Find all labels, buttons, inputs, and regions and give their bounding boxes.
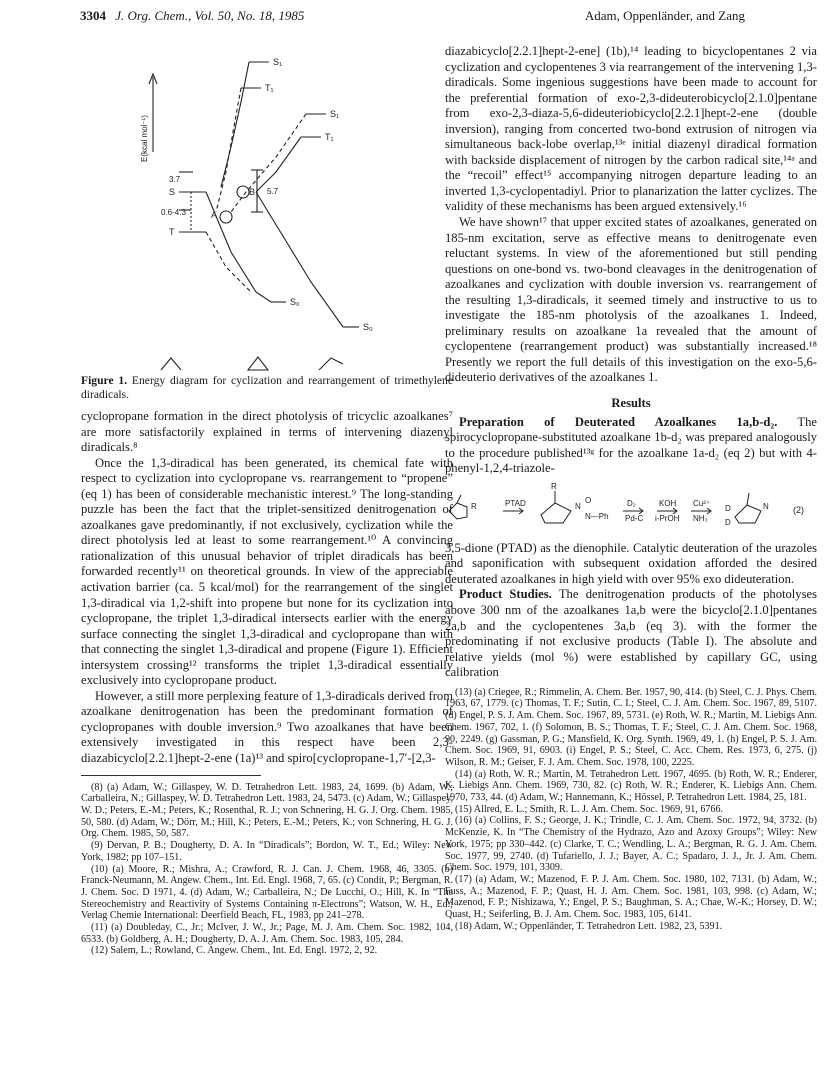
product-ring — [735, 505, 761, 523]
value-57: 5.7 — [267, 187, 279, 196]
scheme-cu: Cu²⁺ — [693, 498, 711, 508]
scheme-eq-2 — [445, 481, 817, 535]
product-studies-heading: Product Studies. — [459, 587, 552, 602]
label-t-mid: T — [169, 227, 175, 237]
label-s1-right: S₁ — [330, 109, 340, 119]
footnote-divider — [81, 775, 261, 776]
left-references — [81, 782, 453, 958]
scheme-nh3: NH₃ — [693, 513, 708, 523]
value-37: 3.7 — [169, 175, 181, 184]
label-s-mid: S — [169, 187, 176, 197]
curve-s1-left — [221, 62, 249, 187]
preparation-heading: Preparation of Deuterated Azoalkanes 1a,b-d₂. — [459, 414, 778, 429]
scheme-r-2: R — [551, 481, 557, 491]
scheme-d-2: D — [725, 517, 731, 527]
reference-12: (12) Salem, L.; Rowland, C. Angew. Chem., Int. Ed. Engl. 1972, 2, 92. — [91, 945, 378, 957]
figure-1-caption-label: Figure 1. — [81, 374, 128, 387]
right-paragraph-1: We have shown¹⁷ that upper excited states of azoalkanes, generated on 185-nm excitation, serve as effective means to denitrogenate even reluctant systems. In view of the aforementioned but still pending questions on one-bond vs. two-bond cleavages in the denitrogenation of azoalkanes and cyclization with double inversion vs. rearrangement of the resulting 1,3-diradicals, it seemed timely and instructive to us to investigate the 185-nm photolysis of the azoalkanes 1. Indeed, preliminary results on azoalkane 1a revealed that the amount of cyclopentene (rearrangement product) was substantially increased.¹⁸ Presently we report the full details of this investigation on the exo-5,6-dideuterio derivatives of the azoalkanes 1. — [445, 215, 817, 385]
section-heading-results: Results — [611, 396, 651, 411]
label-t1-right: T₁ — [325, 132, 334, 142]
reference-8: (8) (a) Adam, W.; Gillaspey, W. D. Tetrahedron Lett. 1983, 24, 1699. (b) Adam, W.; Carballeira, N.; Gillaspey, W. D. Tetrahedron Lett. 1983, 24, 5473. (c) Adam, W.; Gillaspey, W. D.; Peters, E.-M.; Peters, K.; Rosenthal, R. J.; von Schnering, H. G. J. Org. Chem. 1985, 50, 580. (d) Adam, W.; Dörr, M.; Hill, K.; Peters, E.-M.; Peters, K.; von Schnering, H. G. J. Org. Chem. 1985, 50, 587. — [81, 781, 453, 840]
label-t1-left: T₁ — [265, 83, 274, 93]
curve-t-to-s0 — [206, 232, 251, 292]
scheme-ptad: PTAD — [505, 498, 526, 508]
reference-9: (9) Dervan, P. B.; Dougherty, D. A. In “Diradicals”; Bordon, W. T., Ed.; Wiley: New York, 1982; pp 107–151. — [81, 840, 453, 863]
product-bridge — [747, 493, 749, 505]
adduct-ring — [541, 503, 571, 523]
running-header-authors: Adam, Oppenländer, and Zang — [584, 8, 745, 23]
reference-17: (17) (a) Adam, W.; Mazenod, F. P. J. Am. Chem. Soc. 1980, 102, 7131. (b) Adam, W.; Fuss, A.; Mazenod, F. P.; Quast, H. J. Am. Chem. Soc. 1981, 103, 998. (c) Adam, W.; Mazenod, F. P.; Nishizawa, Y.; Engel, P. S.; Baughman, S. A.; Chae, W.-K.; Horsey, D. W.; Quast, H.; Seiferling, B. J. Am. Chem. Soc. 1983, 105, 6141. — [445, 873, 817, 921]
scheme-n-2: N — [763, 501, 769, 511]
preparation-paragraph — [445, 415, 817, 477]
curve-t1-right — [256, 137, 301, 192]
figure-1-caption-text: Energy diagram for cyclization and rearrangement of trimethylene diradicals. — [81, 374, 453, 401]
left-column — [81, 52, 453, 957]
label-b: B — [249, 187, 256, 197]
left-paragraph-2: However, a still more perplexing feature of 1,3-diradicals derived from azoalkane denitrogenation has been the predominant formation of cyclopropanes with double inversion.⁹ Two azoalkanes that have been extensively investigated in this respect have been 2,3-diazabicyclo[2.2.1]hept-2-ene (1a)¹³ and spiro[cyclopropane-1,7′-[2,3- — [81, 688, 453, 766]
scheme-n: N — [575, 501, 581, 511]
curve-s1-right — [231, 114, 306, 212]
reference-13: (13) (a) Criegee, R.; Rimmelin, A. Chem. Ber. 1957, 90, 414. (b) Steel, C. J. Phys. Chem. 1963, 67, 1779. (c) Thomas, T. F.; Sutin, C. I.; Steel, C. J. Am. Chem. Soc. 1967, 89, 5107. (d) Engel, P. S. J. Am. Chem. Soc. 1967, 89, 5731. (e) Roth, W. R.; Martin, M. Liebigs Ann. Chem. 1967, 702, 1. (f) Solomon, B. S.; Thomas, T. F.; Steel, C. J. Am. Chem. Soc. 1968, 90, 2249. (g) Gassman, P. G.; Mansfield, K. Org. Synth. 1969, 49, 1. (h) Engel, P. S. J. Am. Chem. Soc. 1969, 91, 6903. (i) Engel, P. S.; Steel, C. Acc. Chem. Res. 1973, 6, 275. (j) Wilson, R. M.; Geiser, F. J. Am. Chem. Soc. 1978, 100, 2225. — [445, 686, 817, 768]
left-paragraph-1: Once the 1,3-diradical has been generated, its chemical fate with respect to cyclization into cyclopropane vs. rearrangement to “propene” (eq 1) has been of considerable mechanistic interest.⁹ The long-standing puzzle has been the fact that the triplet-sensitized denitrogenation of azoalkanes gave predominantly, if not exclusively, cyclization while the direct photolysis led at least to some rearrangement.¹⁰ A convincing rationalization of this unusual behavior of triplet diradicals has been forwarded recently¹¹ on theoretical grounds. In view of the appreciable activation barrier (ca. 5 kcal/mol) for the rearrangement of the singlet 1,3-diradical via 1,2-shift into propene but none for its cyclization into cyclopropane, the triplet 1,3-diradical intersects earlier with the energy surface connecting the singlet 1,3-diradical and cyclopropane than with that connecting the singlet 1,3-diradical and propene (Figure 1). Efficient intersystem crossing¹² transforms the triplet 1,3-diradical essentially exclusively into cyclopropane product. — [81, 455, 453, 688]
scheme-nph: N—Ph — [585, 511, 609, 521]
figure-1-caption — [81, 374, 453, 401]
figure-1 — [81, 52, 453, 374]
reference-18: (18) Adam, W.; Oppenländer, T. Tetrahedron Lett. 1982, 23, 5391. — [455, 920, 723, 932]
scheme-d-1: D — [725, 503, 731, 513]
running-header-left — [80, 8, 304, 24]
scheme-2-drawing — [445, 481, 817, 535]
scheme-koh: KOH — [659, 498, 677, 508]
label-s0-mid: S₀ — [290, 297, 300, 307]
right-column — [445, 44, 817, 932]
product-studies-paragraph — [445, 587, 817, 680]
label-s1-left: S₁ — [273, 57, 283, 67]
journal-citation: J. Org. Chem., Vol. 50, No. 18, 1985 — [115, 8, 305, 23]
reference-15: (15) Allred, E. L.; Smith, R. L. J. Am. Chem. Soc. 1969, 91, 6766. — [455, 803, 724, 815]
right-paragraph-0: diazabicyclo[2.2.1]hept-2-ene] (1b),¹⁴ leading to bicyclopentanes 2 via cyclization and cyclopentenes 3 via rearrangement of the intervening 1,3-diradicals. Some ingenious suggestions have been made to account for the preferential formation of exo-2,3-dideuterobicyclo[2.1.0]pentane from exo-2,3-diaza-5,6-dideuteriobicyclo[2.2.1]hept-2-ene (double inversion), ranging from concerted two-bond extrusion of nitrogen via simultaneous back-lobe overlap,¹³ᵉ initial diazenyl diradical formation with backside displacement of nitrogen by the carbon radical site,¹⁴ᵃ and the “recoil” effect¹⁵ accompanying nitrogen departure leading to an inverted 1,3-cyclopentadiyl. Prior to planarization the latter cyclizes. The validity of these mechanisms has been argued extensively.¹⁶ — [445, 44, 817, 214]
reference-10: (10) (a) Moore, R.; Mishra, A.; Crawford, R. J. Can. J. Chem. 1968, 46, 3305. (b) Franck-Neumann, M. Angew. Chem., Int. Ed. Engl. 1968, 7, 65. (c) Condit, P.; Bergman, R. J. Chem. Soc. D 1971, 4. (d) Adam, W.; Carballeira, N.; De Lucchi, O.; Hill, K. In “The Stereochemistry and Reactivity of Systems Containing π-Electrons”; Watson, W. H., Ed.; Verlag Chemie International: Deerfield Beach, FL, 1983, pp 241–278. — [81, 863, 453, 922]
diene-ring — [449, 503, 467, 519]
scheme-eq-number: (2) — [793, 504, 804, 515]
diene-spiro — [457, 495, 461, 503]
curve-to-s0-mid — [206, 192, 271, 302]
product-studies-text: The denitrogenation products of the photolyses above 300 nm of the azoalkanes 1a,b were the bicyclo[2.1.0]pentanes 2a,b and the cyclopentenes 3a,b (eq 3). with the former the predominating if not exclusive products (Table I). The absolute and relative yields (mol %) were established by capillary GC, using calibration — [445, 587, 817, 680]
molecule-propene — [319, 358, 343, 370]
scheme-iproh: i-PrOH — [655, 513, 680, 523]
page-number: 3304 — [80, 8, 106, 23]
crossing-b — [237, 186, 249, 198]
scheme-o: O — [585, 495, 592, 505]
preparation-text: The spirocyclopropane-substituted azoalkane 1b-d₂ was prepared analogously to the procedure published¹³ᵍ for the azoalkane 1a-d₂ (eq 2) but with 4-phenyl-1,2,4-triazole- — [445, 414, 817, 476]
reference-16: (16) (a) Collins, F. S.; George, J. K.; Trindle, C. J. Am. Chem. Soc. 1972, 94, 3732. (b) McKenzie, K. In “The Chemistry of the Hydrazo, Azo and Azoxy Groups”; Wiley: New York, 1975; pp 330–442. (c) Clarke, T. C.; Wendling, L. A.; Bergman, R. G. J. Am. Chem. Soc. 1977, 99, 2740. (d) Tufariello, J. J.; Bayer, A. C.; Spadaro, J. J., Jr. J. Am. Chem. Chem. Soc. 1979, 101, 3309. — [445, 815, 817, 874]
left-paragraph-0: cyclopropane formation in the direct photolysis of tricyclic azoalkanes⁷ are more satisfactorily explained in terms of intervening diazenyl diradicals.⁸ — [81, 409, 453, 455]
molecule-cyclopropane — [248, 357, 268, 370]
value-06-43: 0.6-4.3 — [161, 208, 186, 217]
molecule-diradical — [161, 358, 181, 370]
label-a: A — [211, 210, 218, 220]
energy-axis-label: E(kcal mol⁻¹) — [140, 115, 149, 162]
right-paragraph-2: 3,5-dione (PTAD) as the dienophile. Catalytic deuteration of the urazoles and saponification with subsequent oxidation afforded the desired deuterated azoalkanes in high yield with over 95% exo dideuteration. — [445, 540, 817, 586]
reference-11: (11) (a) Doubleday, C., Jr.; McIver, J. W., Jr.; Page, M. J. Am. Chem. Soc. 1982, 104, 6533. (b) Goldberg, A. H.; Dougherty, D. A. J. Am. Chem. Soc. 1983, 105, 284. — [81, 922, 453, 945]
scheme-d2: D₂ — [627, 498, 636, 508]
scheme-pdc: Pd-C — [625, 513, 644, 523]
scheme-r-1: R — [471, 501, 477, 511]
crossing-a — [220, 211, 232, 223]
energy-diagram — [81, 52, 453, 374]
right-references — [445, 687, 817, 933]
label-s0-right: S₀ — [363, 322, 373, 332]
reference-14: (14) (a) Roth, W. R.; Martin, M. Tetrahedron Lett. 1967, 4695. (b) Roth, W. R.; Enderer, K. Liebigs Ann. Chem. 1969, 730, 82. (c) Roth, W. R.; Enderer, K. Liebigs Ann. Chem. 1970, 733, 44. (d) Adam, W.; Hannemann, K.; Hössel, P. Tetrahedron Lett. 1984, 25, 181. — [445, 768, 817, 804]
